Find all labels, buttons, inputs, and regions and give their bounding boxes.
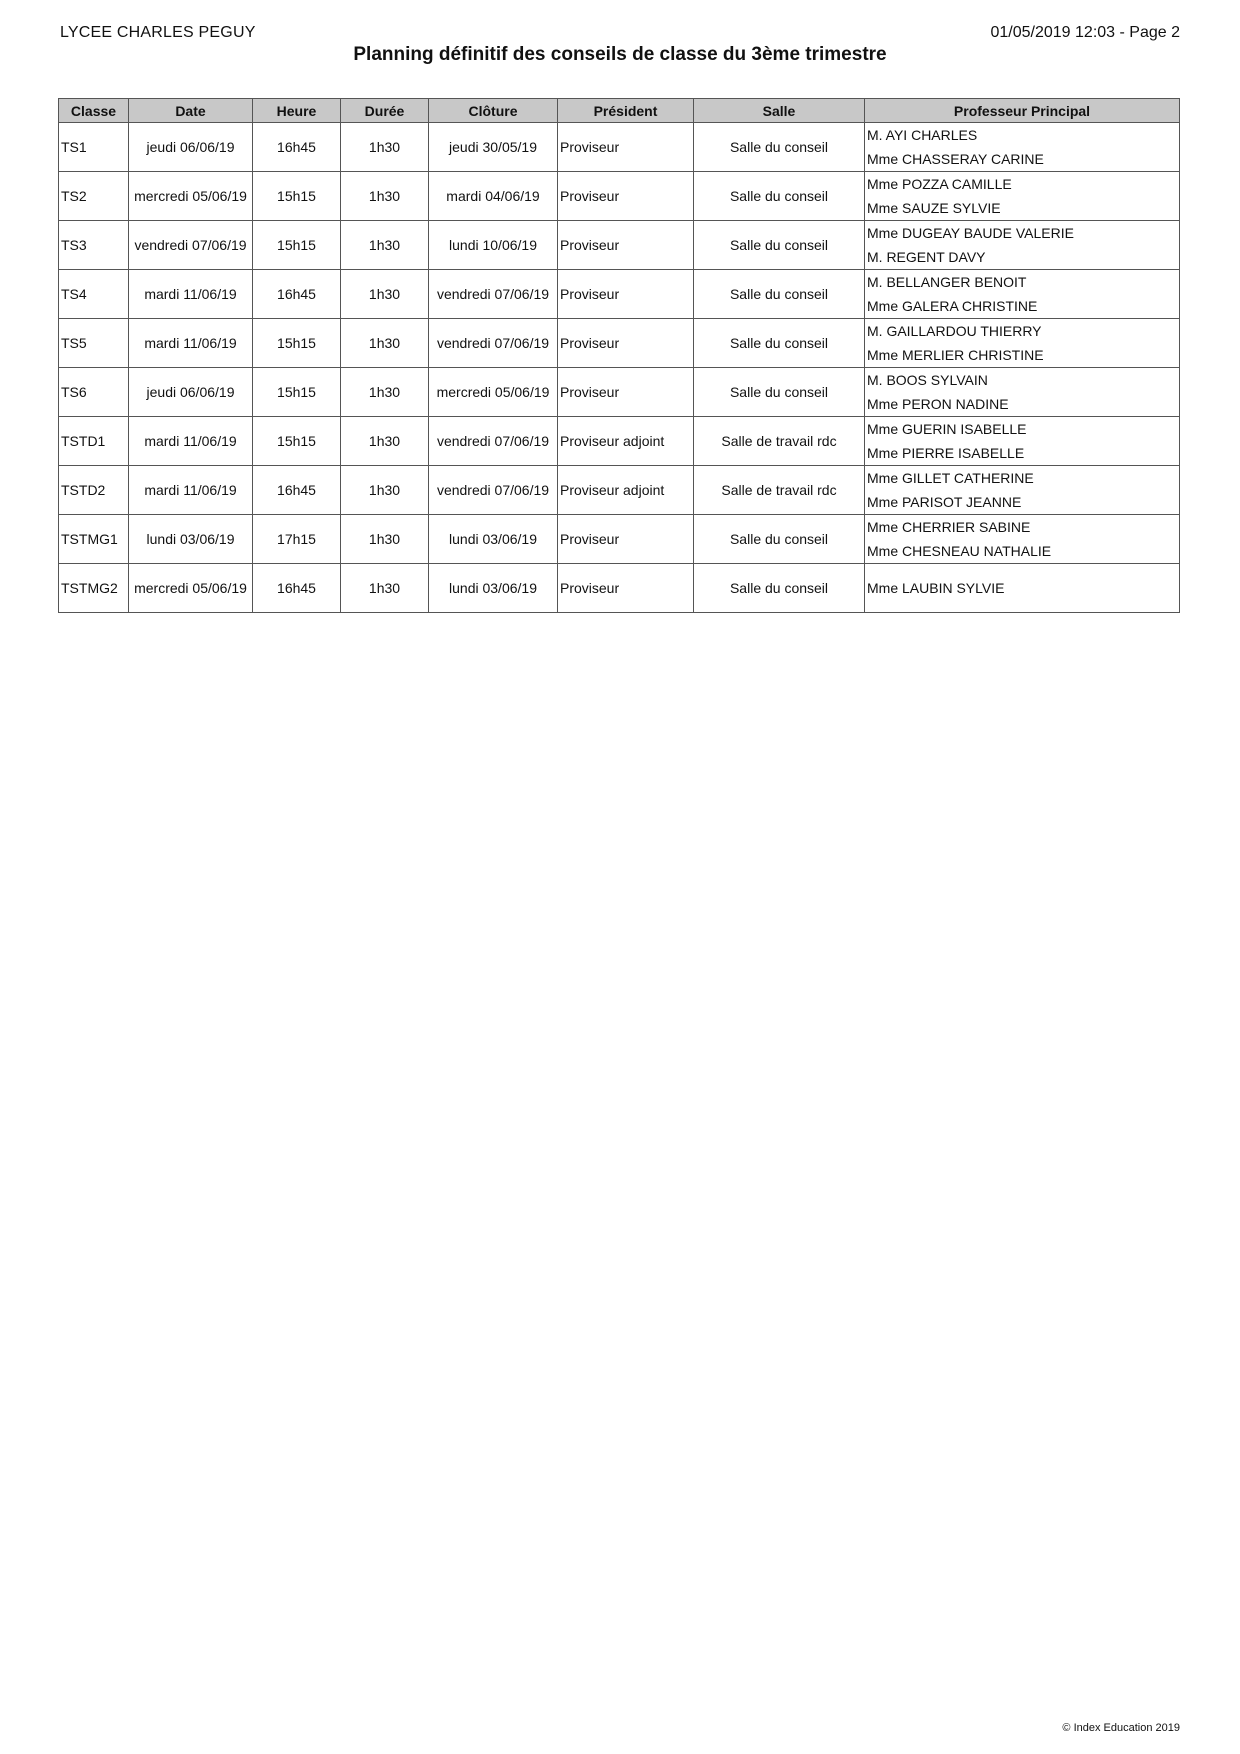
cell-salle: Salle du conseil <box>694 221 865 270</box>
cell-heure: 15h15 <box>253 221 341 270</box>
column-header-classe: Classe <box>59 99 129 123</box>
cell-salle: Salle de travail rdc <box>694 417 865 466</box>
cell-classe: TS6 <box>59 368 129 417</box>
cell-cloture: mardi 04/06/19 <box>429 172 558 221</box>
professeur-name: Mme SAUZE SYLVIE <box>867 200 1001 216</box>
cell-cloture: vendredi 07/06/19 <box>429 270 558 319</box>
table-row <box>59 123 1180 172</box>
cell-classe: TSTD1 <box>59 417 129 466</box>
cell-president: Proviseur adjoint <box>558 417 694 466</box>
table-row <box>59 417 1180 466</box>
professeur-name: M. GAILLARDOU THIERRY <box>867 323 1042 339</box>
cell-president: Proviseur <box>558 172 694 221</box>
column-header-duree: Durée <box>341 99 429 123</box>
cell-duree: 1h30 <box>341 221 429 270</box>
planning-table <box>58 98 1180 613</box>
page-meta: 01/05/2019 12:03 - Page 2 <box>990 24 1180 41</box>
cell-professeur-principal <box>865 123 1180 172</box>
column-header-heure: Heure <box>253 99 341 123</box>
cell-cloture: lundi 03/06/19 <box>429 564 558 613</box>
cell-cloture: mercredi 05/06/19 <box>429 368 558 417</box>
table-row <box>59 564 1180 613</box>
professeur-name: Mme PARISOT JEANNE <box>867 494 1022 510</box>
professeur-name: Mme GILLET CATHERINE <box>867 470 1034 486</box>
cell-date: mardi 11/06/19 <box>129 466 253 515</box>
cell-salle: Salle de travail rdc <box>694 466 865 515</box>
cell-salle: Salle du conseil <box>694 270 865 319</box>
professeur-name: Mme GALERA CHRISTINE <box>867 298 1038 314</box>
professeur-name: M. AYI CHARLES <box>867 127 978 143</box>
cell-duree: 1h30 <box>341 123 429 172</box>
table-row <box>59 368 1180 417</box>
cell-president: Proviseur <box>558 368 694 417</box>
cell-classe: TSTMG1 <box>59 515 129 564</box>
cell-duree: 1h30 <box>341 564 429 613</box>
cell-date: mercredi 05/06/19 <box>129 564 253 613</box>
cell-salle: Salle du conseil <box>694 368 865 417</box>
cell-date: jeudi 06/06/19 <box>129 368 253 417</box>
cell-president: Proviseur <box>558 123 694 172</box>
cell-date: jeudi 06/06/19 <box>129 123 253 172</box>
cell-president: Proviseur <box>558 564 694 613</box>
cell-heure: 15h15 <box>253 319 341 368</box>
cell-cloture: lundi 10/06/19 <box>429 221 558 270</box>
cell-classe: TS2 <box>59 172 129 221</box>
cell-professeur-principal <box>865 466 1180 515</box>
cell-duree: 1h30 <box>341 417 429 466</box>
cell-salle: Salle du conseil <box>694 319 865 368</box>
professeur-name: Mme CHASSERAY CARINE <box>867 151 1044 167</box>
professeur-name: Mme PERON NADINE <box>867 396 1009 412</box>
cell-classe: TS4 <box>59 270 129 319</box>
cell-president: Proviseur <box>558 515 694 564</box>
professeur-name: Mme DUGEAY BAUDE VALERIE <box>867 225 1074 241</box>
cell-professeur-principal <box>865 172 1180 221</box>
cell-duree: 1h30 <box>341 270 429 319</box>
professeur-name: Mme GUERIN ISABELLE <box>867 421 1027 437</box>
cell-president: Proviseur adjoint <box>558 466 694 515</box>
cell-heure: 16h45 <box>253 123 341 172</box>
column-header-president: Président <box>558 99 694 123</box>
table-row <box>59 466 1180 515</box>
table-row <box>59 515 1180 564</box>
cell-date: mercredi 05/06/19 <box>129 172 253 221</box>
professeur-name: Mme PIERRE ISABELLE <box>867 445 1025 461</box>
cell-professeur-principal <box>865 564 1180 613</box>
professeur-name: Mme CHERRIER SABINE <box>867 519 1031 535</box>
column-header-salle: Salle <box>694 99 865 123</box>
cell-president: Proviseur <box>558 319 694 368</box>
cell-classe: TSTMG2 <box>59 564 129 613</box>
professeur-name: M. BOOS SYLVAIN <box>867 372 988 388</box>
cell-date: lundi 03/06/19 <box>129 515 253 564</box>
cell-cloture: vendredi 07/06/19 <box>429 319 558 368</box>
school-name: LYCEE CHARLES PEGUY <box>60 24 256 41</box>
cell-classe: TS1 <box>59 123 129 172</box>
cell-duree: 1h30 <box>341 172 429 221</box>
cell-duree: 1h30 <box>341 319 429 368</box>
cell-cloture: lundi 03/06/19 <box>429 515 558 564</box>
cell-salle: Salle du conseil <box>694 515 865 564</box>
cell-salle: Salle du conseil <box>694 172 865 221</box>
cell-professeur-principal <box>865 515 1180 564</box>
cell-president: Proviseur <box>558 270 694 319</box>
page-title: Planning définitif des conseils de classe du 3ème trimestre <box>353 44 887 65</box>
cell-professeur-principal <box>865 417 1180 466</box>
cell-cloture: vendredi 07/06/19 <box>429 417 558 466</box>
cell-date: mardi 11/06/19 <box>129 319 253 368</box>
cell-date: vendredi 07/06/19 <box>129 221 253 270</box>
column-header-professeur-principal: Professeur Principal <box>865 99 1180 123</box>
cell-professeur-principal <box>865 319 1180 368</box>
professeur-name: Mme CHESNEAU NATHALIE <box>867 543 1052 559</box>
table-row <box>59 270 1180 319</box>
cell-duree: 1h30 <box>341 515 429 564</box>
cell-president: Proviseur <box>558 221 694 270</box>
cell-professeur-principal <box>865 270 1180 319</box>
cell-salle: Salle du conseil <box>694 564 865 613</box>
cell-salle: Salle du conseil <box>694 123 865 172</box>
cell-cloture: jeudi 30/05/19 <box>429 123 558 172</box>
column-header-cloture: Clôture <box>429 99 558 123</box>
professeur-name: Mme POZZA CAMILLE <box>867 176 1012 192</box>
cell-professeur-principal <box>865 221 1180 270</box>
cell-classe: TSTD2 <box>59 466 129 515</box>
professeur-name: M. BELLANGER BENOIT <box>867 274 1027 290</box>
cell-professeur-principal <box>865 368 1180 417</box>
table-header-row <box>59 99 1180 123</box>
cell-heure: 15h15 <box>253 417 341 466</box>
cell-heure: 15h15 <box>253 368 341 417</box>
copyright-footer: © Index Education 2019 <box>1062 1722 1180 1734</box>
cell-classe: TS3 <box>59 221 129 270</box>
cell-heure: 15h15 <box>253 172 341 221</box>
cell-heure: 16h45 <box>253 564 341 613</box>
table-row <box>59 221 1180 270</box>
cell-duree: 1h30 <box>341 368 429 417</box>
cell-heure: 16h45 <box>253 270 341 319</box>
table-row <box>59 172 1180 221</box>
cell-classe: TS5 <box>59 319 129 368</box>
cell-cloture: vendredi 07/06/19 <box>429 466 558 515</box>
professeur-name: Mme MERLIER CHRISTINE <box>867 347 1044 363</box>
cell-heure: 16h45 <box>253 466 341 515</box>
column-header-date: Date <box>129 99 253 123</box>
table-row <box>59 319 1180 368</box>
cell-heure: 17h15 <box>253 515 341 564</box>
professeur-name: Mme LAUBIN SYLVIE <box>867 580 1005 596</box>
professeur-name: M. REGENT DAVY <box>867 249 986 265</box>
cell-date: mardi 11/06/19 <box>129 270 253 319</box>
cell-date: mardi 11/06/19 <box>129 417 253 466</box>
cell-duree: 1h30 <box>341 466 429 515</box>
